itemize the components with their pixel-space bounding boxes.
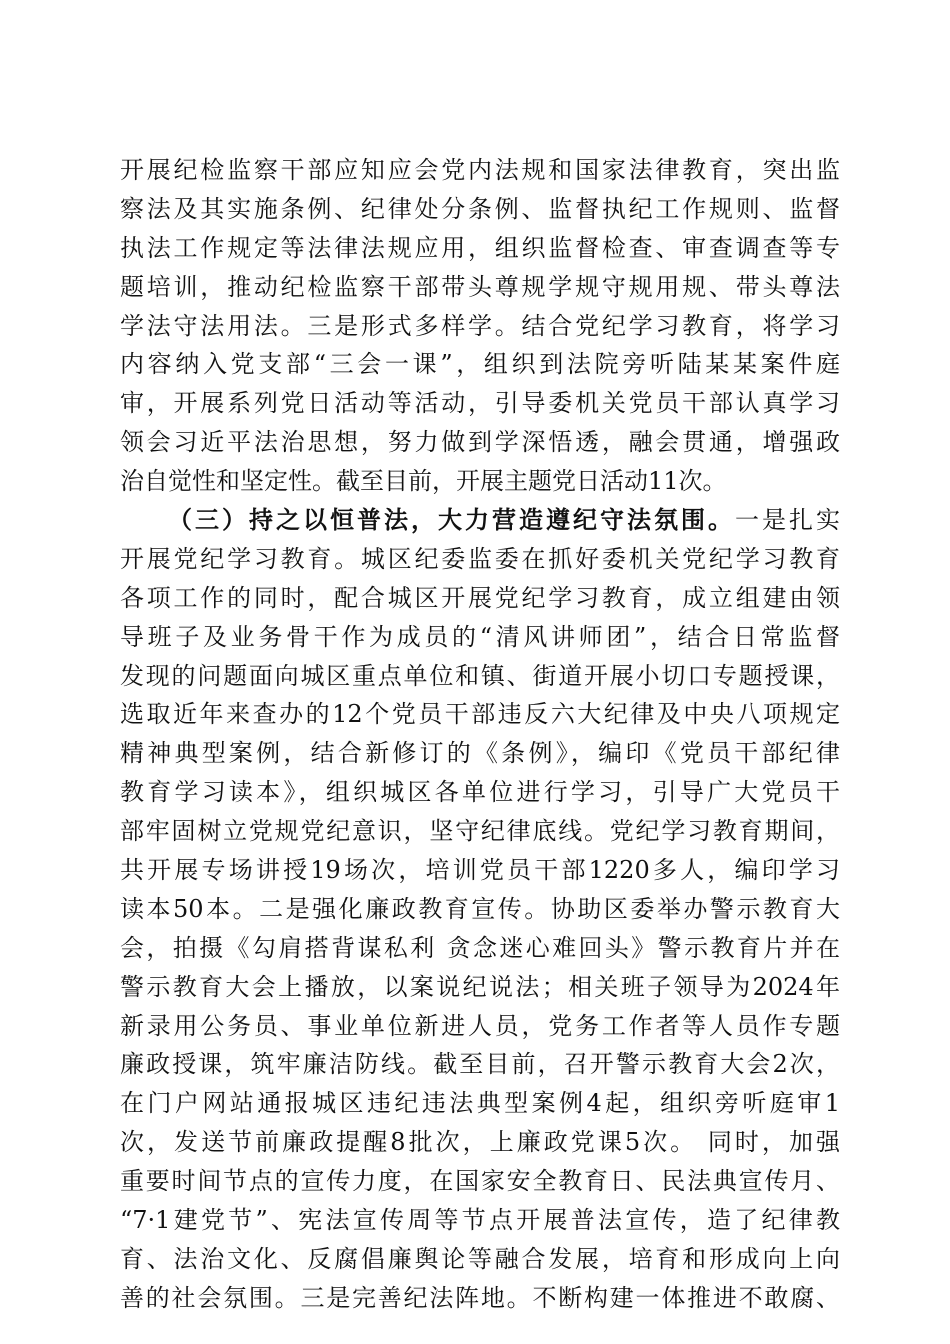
paragraph-line: 察法及其实施条例、纪律处分条例、监督执纪工作规则、监督 [120, 194, 840, 223]
paragraph-line: 审，开展系列党日活动等活动，引导委机关党员干部认真学习 [120, 389, 840, 418]
paragraph-line: 部牢固树立党规党纪意识，坚守纪律底线。党纪学习教育期间， [120, 817, 840, 846]
paragraph-line: “7·1建党节”、宪法宣传周等节点开展普法宣传，造了纪律教 [120, 1206, 840, 1235]
paragraph-line: 开展党纪学习教育。城区纪委监委在抓好委机关党纪学习教育 [120, 544, 840, 573]
paragraph-line: 题培训，推动纪检监察干部带头尊规学规守规用规、带头尊法 [120, 272, 840, 301]
paragraph-line: 学法守法用法。三是形式多样学。结合党纪学习教育，将学习 [120, 311, 840, 340]
paragraph-line: 领会习近平法治思想，努力做到学深悟透，融会贯通，增强政 [120, 428, 840, 457]
paragraph-line: 内容纳入党支部“三会一课”，组织到法院旁听陆某某案件庭 [120, 350, 840, 379]
paragraph-line: 各项工作的同时，配合城区开展党纪学习教育，成立组建由领 [120, 583, 840, 612]
paragraph-line: 善的社会氛围。三是完善纪法阵地。不断构建一体推进不敢腐、 [120, 1283, 840, 1312]
paragraph-line: 廉政授课，筑牢廉洁防线。截至目前，召开警示教育大会2次， [120, 1050, 840, 1079]
paragraph-line: 警示教育大会上播放，以案说纪说法；相关班子领导为2024年 [120, 972, 840, 1001]
paragraph-line: 治自觉性和坚定性。截至目前，开展主题党日活动11次。 [120, 467, 727, 496]
paragraph-line: 会，拍摄《勾肩搭背谋私利 贪念迷心难回头》警示教育片并在 [120, 933, 840, 962]
paragraph-line: 导班子及业务骨干作为成员的“清风讲师团”，结合日常监督 [120, 622, 840, 651]
paragraph-line: 次，发送节前廉政提醒8批次，上廉政党课5次。 同时，加强 [120, 1128, 840, 1157]
paragraph-line: 教育学习读本》，组织城区各单位进行学习，引导广大党员干 [120, 778, 840, 807]
section-first-line [120, 501, 840, 540]
paragraph-line: 共开展专场讲授19场次，培训党员干部1220多人，编印学习 [120, 856, 840, 885]
section-heading: （三）持之以恒普法，大力营造遵纪守法氛围。 [168, 505, 735, 535]
paragraph-line: 开展纪检监察干部应知应会党内法规和国家法律教育，突出监 [120, 156, 840, 184]
paragraph-line: 育、法治文化、反腐倡廉舆论等融合发展，培育和形成向上向 [120, 1244, 840, 1273]
paragraph-line: 选取近年来查办的12个党员干部违反六大纪律及中央八项规定 [120, 700, 840, 729]
paragraph-line: 重要时间节点的宣传力度，在国家安全教育日、民法典宣传月、 [120, 1167, 840, 1196]
paragraph-line: 新录用公务员、事业单位新进人员，党务工作者等人员作专题 [120, 1011, 840, 1040]
section-first-line-text: 一是扎实 [735, 506, 840, 535]
paragraph-line: 读本50本。二是强化廉政教育宣传。协助区委举办警示教育大 [120, 894, 840, 923]
body-text [120, 151, 840, 1318]
paragraph-line: 执法工作规定等法律法规应用，组织监督检查、审查调查等专 [120, 233, 840, 262]
paragraph-line: 在门户网站通报城区违纪违法典型案例4起，组织旁听庭审1 [120, 1089, 840, 1118]
paragraph-line: 精神典型案例，结合新修订的《条例》，编印《党员干部纪律 [120, 739, 840, 768]
paragraph-line: 发现的问题面向城区重点单位和镇、街道开展小切口专题授课， [120, 661, 840, 690]
